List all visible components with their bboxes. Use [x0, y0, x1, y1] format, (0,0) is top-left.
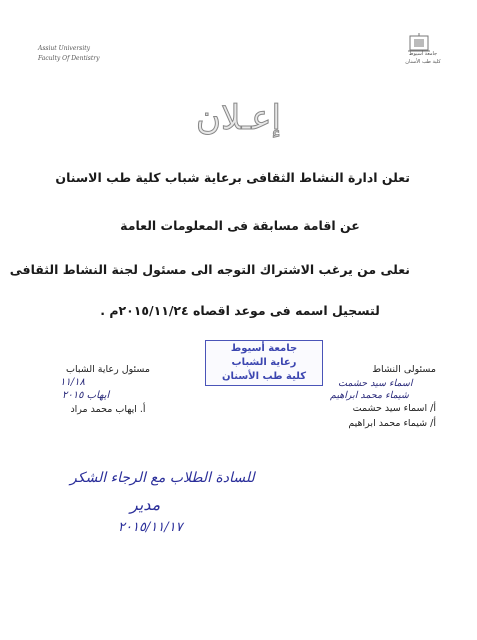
- announcement-title: إعـلان: [196, 98, 281, 138]
- handwritten-note-date: ٢٠١٥/١١/١٧: [118, 520, 183, 535]
- university-name-ar: جامعة أسيوط: [408, 51, 438, 57]
- youth-officer-signature: ايهاب ٢٠١٥: [62, 390, 110, 401]
- activity-officer-2-name: أ/ شيماء محمد ابراهيم: [348, 418, 436, 429]
- university-header-ar: [398, 50, 448, 66]
- youth-officer-title: مسئول رعاية الشباب: [66, 364, 150, 375]
- stamp-line-3: كلية طب الأسنان: [221, 371, 307, 382]
- handwritten-note-signature: مدير: [130, 495, 161, 514]
- stamp-line-1: جامعة أسيوط: [230, 343, 298, 354]
- body-line-4: لتسجيل اسمه فى موعد اقصاه ٢٠١٥/١١/٢٤م .: [100, 303, 380, 318]
- activity-officer-1-name: أ/ اسماء سيد حشمت: [352, 403, 436, 414]
- activity-officers-title: مسئولى النشاط: [372, 364, 436, 375]
- handwritten-note-line-1: للسادة الطلاب مع الرجاء الشكر: [70, 470, 255, 486]
- youth-officer-hand-date: ١١/١٨: [60, 377, 85, 388]
- activity-officer-1-signature: اسماء سيد حشمت: [338, 378, 413, 389]
- activity-officer-2-signature: شيماء محمد ابراهيم: [330, 390, 409, 401]
- university-header-en: [38, 44, 100, 64]
- university-name-en: Assiut University: [38, 45, 91, 52]
- official-stamp: [205, 340, 323, 386]
- body-line-1: تعلن ادارة النشاط الثقافى برعاية شباب كلية طب الاسنان: [55, 170, 410, 185]
- body-line-2: عن اقامة مسابقة فى المعلومات العامة: [120, 218, 360, 233]
- stamp-line-2: رعاية الشباب: [231, 357, 297, 368]
- body-line-3: نعلى من يرغب الاشتراك التوجه الى مسئول لجنة النشاط الثقافى: [9, 262, 410, 277]
- faculty-name-en: Faculty Of Dentistry: [38, 55, 100, 62]
- youth-officer-name: أ. ايهاب محمد مراد: [70, 404, 146, 415]
- faculty-name-ar: كلية طب الأسنان: [405, 59, 441, 65]
